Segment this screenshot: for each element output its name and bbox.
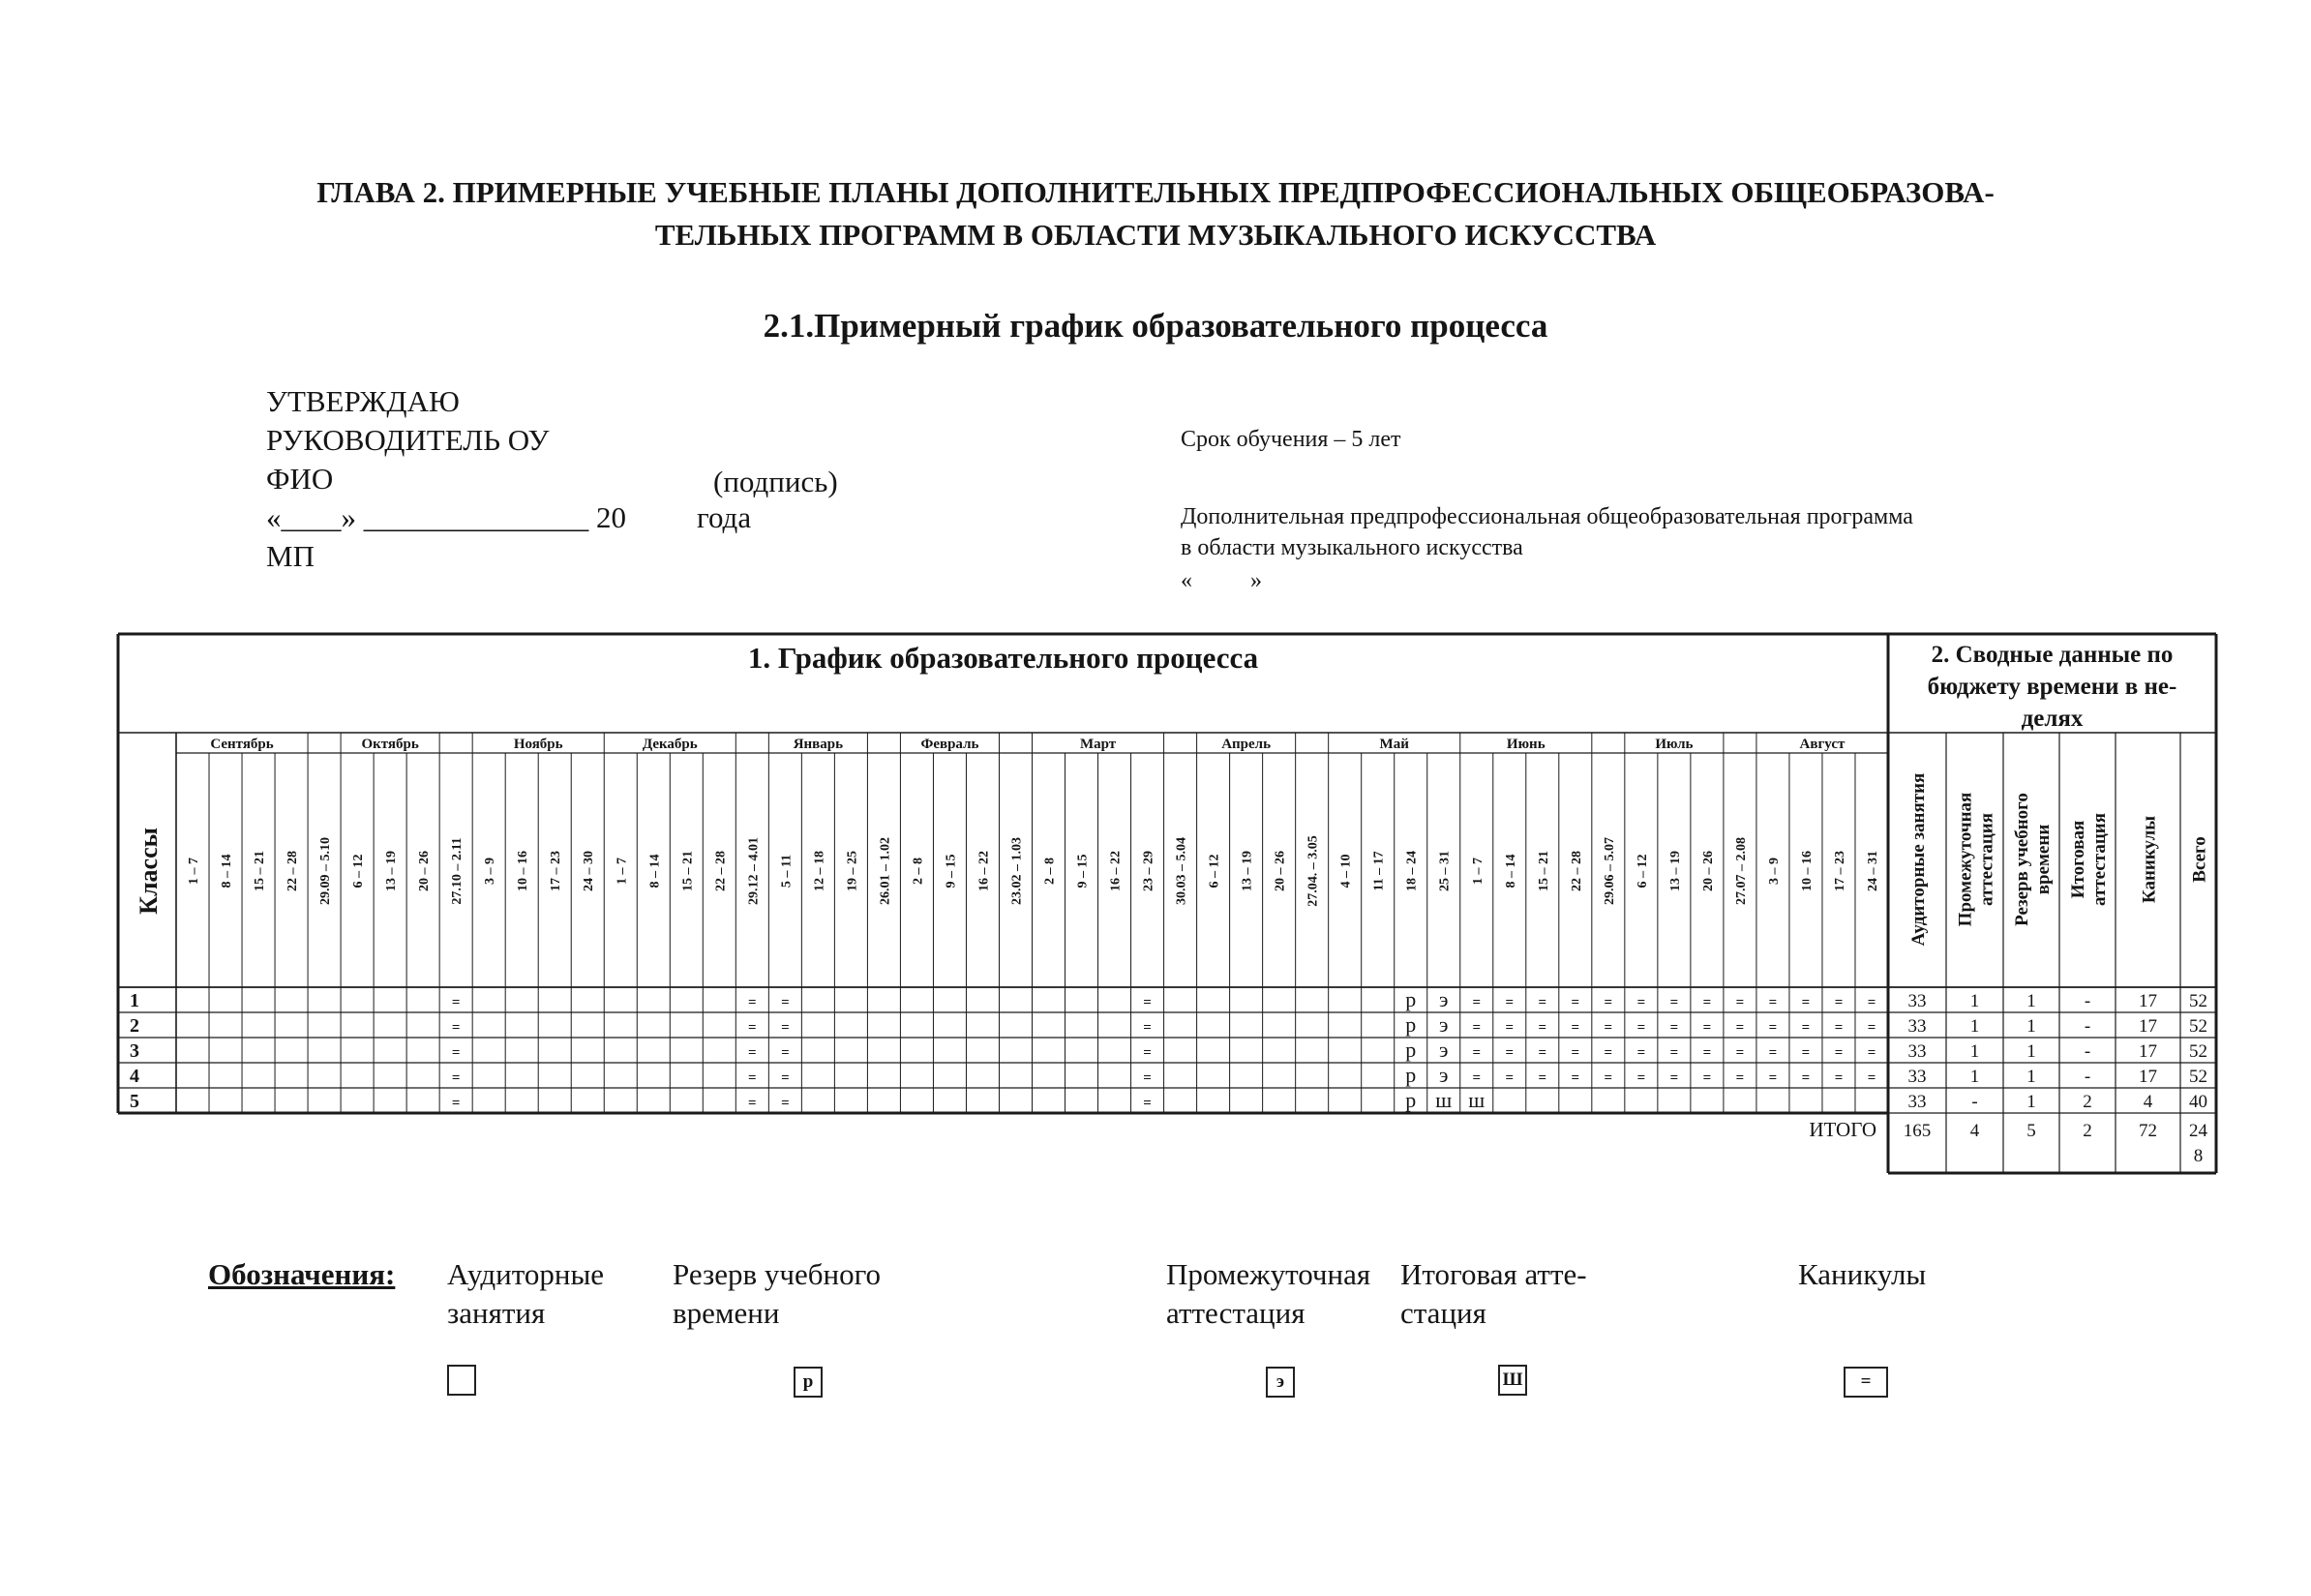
total-value: 165 <box>1903 1121 1932 1141</box>
week-label: 8 – 14 <box>1503 854 1518 888</box>
summary-header-label: Аудиторные занятия <box>1908 772 1929 947</box>
schedule-mark: = <box>1768 1045 1778 1061</box>
schedule-mark: = <box>1143 1020 1152 1036</box>
summary-value: 1 <box>1969 1067 1980 1087</box>
summary-value: 4 <box>2143 1092 2153 1112</box>
schedule-mark: = <box>748 1020 757 1036</box>
legend-title: Обозначения: <box>208 1257 396 1291</box>
classes-label: Классы <box>135 828 163 915</box>
week-label: 1 – 7 <box>1470 858 1486 885</box>
summary-value: 17 <box>2139 1041 2157 1062</box>
week-label: 13 – 19 <box>1667 851 1683 891</box>
schedule-mark: = <box>1604 1070 1613 1086</box>
summary-value: 33 <box>1907 1092 1927 1112</box>
schedule-mark: = <box>1834 1070 1844 1086</box>
week-label: 11 – 17 <box>1371 851 1387 891</box>
week-label: 10 – 16 <box>516 851 531 891</box>
week-label: 9 – 15 <box>1075 854 1091 888</box>
week-label: 17 – 23 <box>1832 851 1847 891</box>
summary-value: 33 <box>1907 1067 1927 1087</box>
week-label: 29.12 – 4.01 <box>746 837 762 905</box>
schedule-mark: = <box>1834 995 1844 1010</box>
month-label: Декабрь <box>642 737 698 752</box>
summary-value: 1 <box>2026 1067 2036 1087</box>
schedule-mark: = <box>1702 1045 1712 1061</box>
summary-header-label: аттестация <box>1976 812 1997 907</box>
summary-value: - <box>2084 1041 2091 1062</box>
schedule-mark: р <box>1405 1063 1417 1087</box>
month-label: Май <box>1379 737 1409 752</box>
week-label: 4 – 10 <box>1338 854 1354 888</box>
total-label: ИТОГО <box>1809 1118 1876 1141</box>
month-label: Ноябрь <box>513 737 563 752</box>
schedule-mark: = <box>1472 1020 1482 1036</box>
schedule-mark: = <box>781 995 790 1010</box>
schedule-mark: = <box>1867 1020 1876 1036</box>
legend-box-classes <box>447 1365 476 1396</box>
schedule-mark: = <box>1571 1070 1580 1086</box>
week-label: 1 – 7 <box>615 858 630 885</box>
schedule-mark: = <box>1143 995 1152 1010</box>
schedule-mark: = <box>1834 1045 1844 1061</box>
summary-value: 1 <box>1969 1016 1980 1037</box>
week-label: 22 – 28 <box>713 851 729 891</box>
week-label: 6 – 12 <box>1635 854 1650 888</box>
month-label: Апрель <box>1221 737 1272 752</box>
schedule-mark: = <box>1669 1045 1679 1061</box>
schedule-mark: = <box>781 1020 790 1036</box>
summary-value: 33 <box>1907 991 1927 1011</box>
week-label: 1 – 7 <box>187 858 202 885</box>
week-label: 27.04. – 3.05 <box>1306 835 1321 907</box>
week-label: 17 – 23 <box>549 851 564 891</box>
schedule-mark: = <box>781 1045 790 1061</box>
schedule-mark: = <box>1636 1070 1646 1086</box>
section2-title-line: 2. Сводные данные по <box>1931 642 2174 668</box>
schedule-mark: = <box>1604 1020 1613 1036</box>
summary-value: 1 <box>1969 991 1980 1011</box>
program-quote: « » <box>1181 568 1262 593</box>
stamp-label: МП <box>266 539 315 573</box>
schedule-mark: = <box>1472 995 1482 1010</box>
schedule-mark: = <box>1768 1070 1778 1086</box>
schedule-mark: = <box>748 1070 757 1086</box>
week-label: 23 – 29 <box>1141 851 1156 891</box>
class-number: 2 <box>130 1015 139 1037</box>
schedule-mark: э <box>1439 987 1449 1011</box>
week-label: 15 – 21 <box>680 851 696 891</box>
director-label: РУКОВОДИТЕЛЬ ОУ <box>266 423 550 457</box>
schedule-mark: = <box>1768 1020 1778 1036</box>
schedule-mark: р <box>1405 1012 1417 1037</box>
week-label: 20 – 26 <box>1700 851 1716 891</box>
year-word: года <box>697 500 752 534</box>
schedule-mark: ш <box>1435 1088 1453 1112</box>
schedule-mark: = <box>451 1045 461 1061</box>
legend-label-holidays: Каникулы <box>1798 1257 1927 1291</box>
summary-header-label: Резерв учебного <box>2012 793 2032 926</box>
schedule-mark: = <box>1801 1045 1811 1061</box>
schedule-mark: = <box>1505 1020 1515 1036</box>
schedule-mark: = <box>1702 1020 1712 1036</box>
approve-label: УТВЕРЖДАЮ <box>266 384 460 418</box>
week-label: 23.02 – 1.03 <box>1009 837 1025 905</box>
week-label: 5 – 11 <box>779 854 795 888</box>
schedule-mark: р <box>1405 987 1417 1011</box>
schedule-mark: = <box>1702 1070 1712 1086</box>
summary-value: - <box>2084 991 2091 1011</box>
month-label: Июль <box>1655 737 1694 752</box>
schedule-mark: = <box>1472 1070 1482 1086</box>
month-label: Октябрь <box>361 737 419 752</box>
week-label: 9 – 15 <box>944 854 959 888</box>
week-label: 20 – 26 <box>417 851 433 891</box>
section-subtitle: 2.1.Примерный график образовательного процесса <box>763 307 1548 345</box>
summary-value: 1 <box>1969 1041 1980 1062</box>
schedule-mark: = <box>1768 995 1778 1010</box>
schedule-mark: = <box>1867 1045 1876 1061</box>
schedule-mark: = <box>1867 995 1876 1010</box>
month-label: Март <box>1079 737 1117 752</box>
schedule-mark: = <box>1636 1045 1646 1061</box>
schedule-mark: р <box>1405 1038 1417 1062</box>
summary-value: 52 <box>2189 991 2207 1011</box>
schedule-mark: = <box>748 1096 757 1111</box>
week-label: 6 – 12 <box>1207 854 1222 888</box>
week-label: 29.06 – 5.07 <box>1602 837 1617 905</box>
week-label: 22 – 28 <box>1569 851 1584 891</box>
summary-header-label: времени <box>2033 824 2054 895</box>
schedule-mark: э <box>1439 1038 1449 1062</box>
month-label: Январь <box>793 737 844 752</box>
week-label: 13 – 19 <box>1240 851 1255 891</box>
program-line2: в области музыкального искусства <box>1181 535 1523 560</box>
schedule-mark: = <box>1538 1045 1547 1061</box>
week-label: 25 – 31 <box>1437 851 1453 891</box>
schedule-mark: = <box>781 1096 790 1111</box>
week-label: 3 – 9 <box>483 858 498 885</box>
schedule-mark: = <box>451 995 461 1010</box>
schedule-mark: = <box>1669 995 1679 1010</box>
total-value: 2 <box>2083 1121 2092 1141</box>
schedule-mark: = <box>1571 1020 1580 1036</box>
summary-value: 17 <box>2139 1067 2157 1087</box>
schedule-mark: = <box>1636 1020 1646 1036</box>
week-label: 26.01 – 1.02 <box>878 837 893 905</box>
summary-value: - <box>1971 1092 1978 1112</box>
summary-value: 1 <box>2026 991 2036 1011</box>
schedule-mark: = <box>1472 1045 1482 1061</box>
summary-header-label: Всего <box>2189 836 2210 883</box>
schedule-mark: = <box>1538 1020 1547 1036</box>
week-label: 12 – 18 <box>812 851 827 891</box>
week-label: 20 – 26 <box>1273 851 1288 891</box>
week-label: 27.10 – 2.11 <box>450 837 465 905</box>
summary-value: 52 <box>2189 1067 2207 1087</box>
schedule-mark: = <box>1867 1070 1876 1086</box>
section1-title: 1. График образовательного процесса <box>747 641 1259 675</box>
week-label: 6 – 12 <box>351 854 367 888</box>
week-label: 13 – 19 <box>384 851 400 891</box>
class-number: 5 <box>130 1091 139 1112</box>
fio-label: ФИО <box>266 462 334 496</box>
summary-value: 52 <box>2189 1016 2207 1037</box>
month-label: Август <box>1799 737 1846 752</box>
week-label: 8 – 14 <box>647 854 663 888</box>
week-label: 30.03 – 5.04 <box>1174 837 1189 905</box>
summary-value: - <box>2084 1067 2091 1087</box>
signature-label: (подпись) <box>713 465 838 498</box>
total-value: 72 <box>2139 1121 2157 1141</box>
schedule-mark: = <box>1505 1045 1515 1061</box>
schedule-mark: = <box>1834 1020 1844 1036</box>
schedule-mark: = <box>1702 995 1712 1010</box>
summary-value: 1 <box>2026 1092 2036 1112</box>
schedule-mark: = <box>1735 1070 1745 1086</box>
schedule-mark: = <box>1669 1070 1679 1086</box>
section2-title-line: делях <box>2021 706 2084 732</box>
chapter-title-line1: ГЛАВА 2. ПРИМЕРНЫЕ УЧЕБНЫЕ ПЛАНЫ ДОПОЛНИТЕЛЬНЫХ ПРЕДПРОФЕССИОНАЛЬНЫХ ОБЩЕОБРАЗОВА- <box>316 175 1995 209</box>
week-label: 27.07 – 2.08 <box>1733 837 1749 905</box>
summary-value: 17 <box>2139 1016 2157 1037</box>
total-value: 8 <box>2193 1146 2204 1166</box>
week-label: 24 – 31 <box>1865 851 1880 891</box>
schedule-mark: = <box>1604 995 1613 1010</box>
summary-value: 1 <box>2026 1016 2036 1037</box>
legend-box-interim: э <box>1266 1367 1295 1398</box>
summary-value: 40 <box>2189 1092 2207 1112</box>
schedule-mark: = <box>1636 995 1646 1010</box>
summary-header-label: аттестация <box>2089 812 2110 907</box>
month-label: Февраль <box>920 737 979 752</box>
study-term: Срок обучения – 5 лет <box>1181 427 1401 452</box>
total-value: 4 <box>1969 1121 1980 1141</box>
summary-value: 33 <box>1907 1016 1927 1037</box>
schedule-mark: э <box>1439 1063 1449 1087</box>
schedule-mark: = <box>1538 995 1547 1010</box>
class-number: 3 <box>130 1040 139 1062</box>
schedule-mark: э <box>1439 1012 1449 1037</box>
week-label: 8 – 14 <box>220 854 235 888</box>
week-label: 24 – 30 <box>582 851 597 891</box>
legend-box-final: Ш <box>1498 1365 1527 1396</box>
program-line1: Дополнительная предпрофессиональная общеобразовательная программа <box>1181 504 1913 529</box>
schedule-mark: = <box>1143 1045 1152 1061</box>
week-label: 2 – 8 <box>911 858 926 885</box>
schedule-mark: = <box>1801 1070 1811 1086</box>
schedule-mark: = <box>1604 1045 1613 1061</box>
month-label: Сентябрь <box>210 737 274 752</box>
schedule-mark: ш <box>1468 1088 1486 1112</box>
schedule-mark: = <box>748 1045 757 1061</box>
total-value: 24 <box>2189 1121 2207 1141</box>
total-value: 5 <box>2026 1121 2036 1141</box>
legend-box-reserve: р <box>794 1367 823 1398</box>
week-label: 15 – 21 <box>1536 851 1551 891</box>
summary-value: 33 <box>1907 1041 1927 1062</box>
week-label: 19 – 25 <box>845 851 860 891</box>
legend-label-final: Итоговая атте- стация <box>1400 1257 1587 1330</box>
month-label: Июнь <box>1506 737 1546 752</box>
schedule-mark: = <box>1801 1020 1811 1036</box>
week-label: 2 – 8 <box>1042 858 1058 885</box>
summary-value: 52 <box>2189 1041 2207 1062</box>
summary-value: 17 <box>2139 991 2157 1011</box>
schedule-mark: = <box>451 1020 461 1036</box>
summary-value: 1 <box>2026 1041 2036 1062</box>
schedule-mark: р <box>1405 1088 1417 1112</box>
summary-header-label: Промежуточная <box>1955 792 1976 927</box>
legend-label-reserve: Резерв учебного времени <box>673 1257 882 1330</box>
week-label: 29.09 – 5.10 <box>318 837 334 905</box>
section2-title-line: бюджету времени в не- <box>1927 674 2177 700</box>
summary-value: - <box>2084 1016 2091 1037</box>
date-line: «____» _______________ 20 <box>266 500 626 534</box>
schedule-mark: = <box>451 1070 461 1086</box>
schedule-mark: = <box>1143 1070 1152 1086</box>
schedule-mark: = <box>1735 995 1745 1010</box>
schedule-mark: = <box>1571 995 1580 1010</box>
week-label: 10 – 16 <box>1799 851 1815 891</box>
summary-header-label: Итоговая <box>2068 820 2088 899</box>
schedule-mark: = <box>748 995 757 1010</box>
legend-label-classes: Аудиторные занятия <box>447 1257 605 1330</box>
schedule-mark: = <box>1505 995 1515 1010</box>
week-label: 16 – 22 <box>1108 851 1124 891</box>
week-label: 3 – 9 <box>1766 858 1782 885</box>
week-label: 15 – 21 <box>253 851 268 891</box>
schedule-mark: = <box>1571 1045 1580 1061</box>
schedule-mark: = <box>451 1096 461 1111</box>
class-number: 4 <box>130 1066 139 1087</box>
week-label: 16 – 22 <box>976 851 992 891</box>
week-label: 18 – 24 <box>1404 851 1420 891</box>
schedule-mark: = <box>1505 1070 1515 1086</box>
week-label: 22 – 28 <box>285 851 301 891</box>
schedule-mark: = <box>1669 1020 1679 1036</box>
chapter-title-line2: ТЕЛЬНЫХ ПРОГРАММ В ОБЛАСТИ МУЗЫКАЛЬНОГО ИСКУССТВА <box>654 218 1657 252</box>
class-number: 1 <box>130 990 139 1011</box>
schedule-mark: = <box>781 1070 790 1086</box>
schedule-mark: = <box>1735 1020 1745 1036</box>
schedule-mark: = <box>1735 1045 1745 1061</box>
schedule-mark: = <box>1143 1096 1152 1111</box>
legend-label-interim: Промежуточная аттестация <box>1166 1257 1371 1330</box>
schedule-mark: = <box>1538 1070 1547 1086</box>
summary-header-label: Каникулы <box>2139 815 2160 904</box>
schedule-mark: = <box>1801 995 1811 1010</box>
legend-box-holidays: = <box>1844 1367 1888 1398</box>
summary-value: 2 <box>2083 1092 2092 1112</box>
